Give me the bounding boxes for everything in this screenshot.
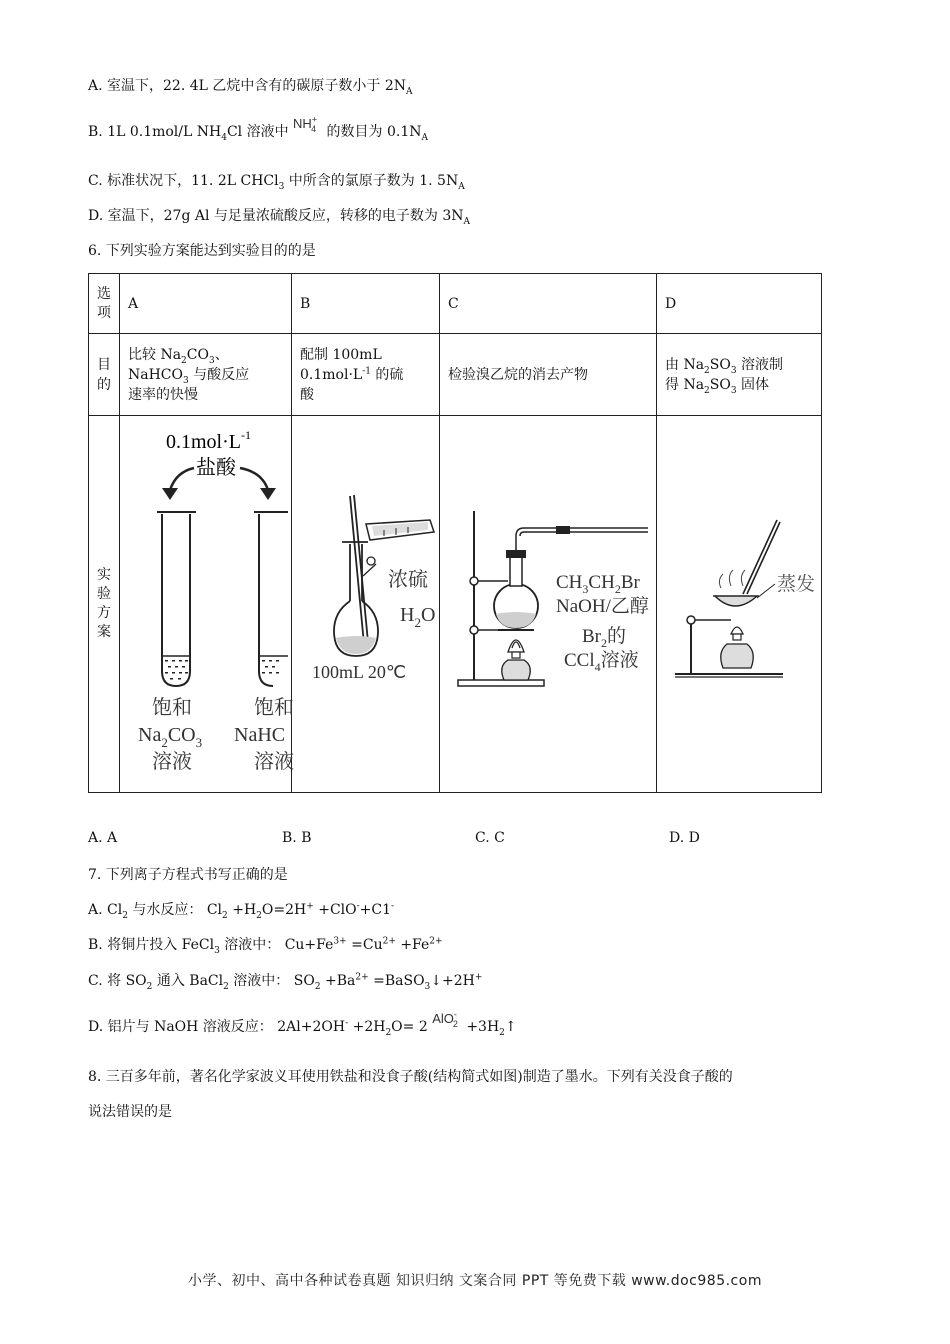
q7-option-a: A. $Cl_2$ 与水反应： $Cl_2 +H_2O=2H^+ +ClO^-+C1^-$ xyxy=(88,901,395,921)
q5-option-c: C. 标准状况下，11. 2L CHCl$_3$ 中所含的氯原子数为 1. $5N_A$ xyxy=(88,173,465,192)
scheme-c xyxy=(440,416,657,793)
q6-stem: 6. 下列实验方案能达到实验目的的是 xyxy=(88,243,316,259)
svg-text:蒸发: 蒸发 xyxy=(777,574,816,595)
q8-stem-line1: 8. 三百多年前，著名化学家波义耳使用铁盐和没食子酸(结构简式如图)制造了墨水。下列有关没食子酸的 xyxy=(88,1069,733,1085)
svg-text:NaOH/乙醇: NaOH/乙醇 xyxy=(556,596,649,617)
page-footer: 小学、初中、高中各种试卷真题 知识归纳 文案合同 PPT 等免费下载 www.doc985.com xyxy=(188,1273,762,1289)
scheme-b xyxy=(292,416,440,793)
round-bottom-flask xyxy=(494,528,558,628)
test-tubes-diagram xyxy=(128,416,294,788)
q7-option-c: C. 将 $SO_2$ 通入 BaCl$_2$ 溶液中： $SO_2 +Ba^{2+}$ =BaSO$_3$↓+2H+ xyxy=(88,972,483,992)
arrow-left-head xyxy=(162,488,178,500)
col-c-header: C xyxy=(440,274,657,334)
q8-stem-line2: 说法错误的是 xyxy=(88,1104,172,1120)
col-d-header: D xyxy=(657,274,822,334)
elimination-apparatus-diagram xyxy=(448,416,648,788)
q6-option-b: B. B xyxy=(282,830,312,846)
arrow-right-curve xyxy=(240,468,268,490)
glass-rod xyxy=(350,495,368,644)
svg-text:H2O: $H_2O$ xyxy=(400,604,436,630)
arrow-left-curve xyxy=(170,468,194,490)
svg-text:100mL 20℃: 100mL 20℃ xyxy=(312,662,407,682)
aluminate-ion: AlO-$_2$ xyxy=(432,1009,458,1029)
svg-text:CH3CH2Br: $CH_3CH_2Br$ xyxy=(556,572,640,596)
graduated-cylinder-pouring xyxy=(363,520,434,576)
test-tube-right xyxy=(254,512,288,686)
svg-text:饱和: 饱和 xyxy=(254,697,294,719)
col-b-header: B xyxy=(292,274,440,334)
rubber-connector xyxy=(556,526,648,534)
svg-text:Na2CO3: $Na_2CO_3$ xyxy=(138,724,203,750)
q7-stem: 7. 下列离子方程式书写正确的是 xyxy=(88,867,288,883)
alcohol-lamp xyxy=(721,627,754,668)
q6-option-c: C. C xyxy=(475,830,505,846)
evaporating-dish xyxy=(713,520,780,606)
ammonium-ion: $NH^+_4$ xyxy=(293,114,318,134)
arrow-right-head xyxy=(260,488,276,500)
test-tube-left xyxy=(157,512,196,686)
q6-options xyxy=(88,830,788,852)
purpose-label: 目的 xyxy=(89,334,120,416)
q6-option-d: D. D xyxy=(669,830,700,846)
header-option-label: 选项 xyxy=(89,274,120,334)
svg-text:盐酸: 盐酸 xyxy=(196,457,236,479)
svg-text:CCl4溶液: CCl$_4$溶液 xyxy=(564,650,639,674)
q6-option-a: A. A xyxy=(88,830,118,846)
scheme-label: 实验方案 xyxy=(89,416,120,793)
svg-text:浓硫: 浓硫 xyxy=(388,569,428,591)
purpose-d: 由 $Na_2SO_3$ 溶液制 得 $Na_2SO_3$ 固体 xyxy=(657,334,822,416)
volumetric-flask-diagram xyxy=(300,416,436,788)
col-a-header: A xyxy=(120,274,292,334)
purpose-b: 配制 100mL $0.1mol\cdot L^{-1}$ 的硫 酸 xyxy=(292,334,440,416)
svg-text:饱和: 饱和 xyxy=(152,697,192,719)
svg-text:Br2的: $Br_2$的 xyxy=(582,626,627,650)
svg-text:溶液: 溶液 xyxy=(152,751,192,773)
scheme-d xyxy=(657,416,822,793)
q7-option-b: B. 将铜片投入 FeCl$_3$ 溶液中： $Cu+Fe^{3+} =Cu^{2+} +Fe^{2+}$ xyxy=(88,936,443,956)
purpose-a: 比较 $Na_2CO_3$、 NaHCO$_3$ 与酸反应 速率的快慢 xyxy=(120,334,292,416)
q7-option-d: D. 铝片与 NaOH 溶液反应： $2Al+2OH^- +2H_2O= 2$ $AlO^-_2 +3H_2↑$ xyxy=(88,1009,517,1038)
evaporation-diagram xyxy=(665,416,816,788)
alcohol-lamp xyxy=(498,630,534,680)
q5-option-d: D. 室温下，27g Al 与足量浓硫酸反应，转移的电子数为 $3N_A$ xyxy=(88,208,470,227)
svg-text:0.1mol·L-1: $0.1mol\cdot L^{-1}$ xyxy=(166,428,251,453)
scheme-a xyxy=(120,416,292,793)
svg-text:NaHC: NaHC xyxy=(234,724,286,746)
svg-text:溶液: 溶液 xyxy=(254,751,294,773)
purpose-c: 检验溴乙烷的消去产物 xyxy=(440,334,657,416)
label-leader xyxy=(757,584,775,598)
experiment-table xyxy=(88,273,822,793)
q5-option-a: A. 室温下，22. 4L 乙烷中含有的碳原子数小于 $2N_A$ xyxy=(88,78,413,97)
q5-option-b: B. 1L 0.1mol/L $NH_4Cl$ 溶液中 $NH^+_4$ 的数目为 $0.1N_A$ xyxy=(88,114,429,143)
